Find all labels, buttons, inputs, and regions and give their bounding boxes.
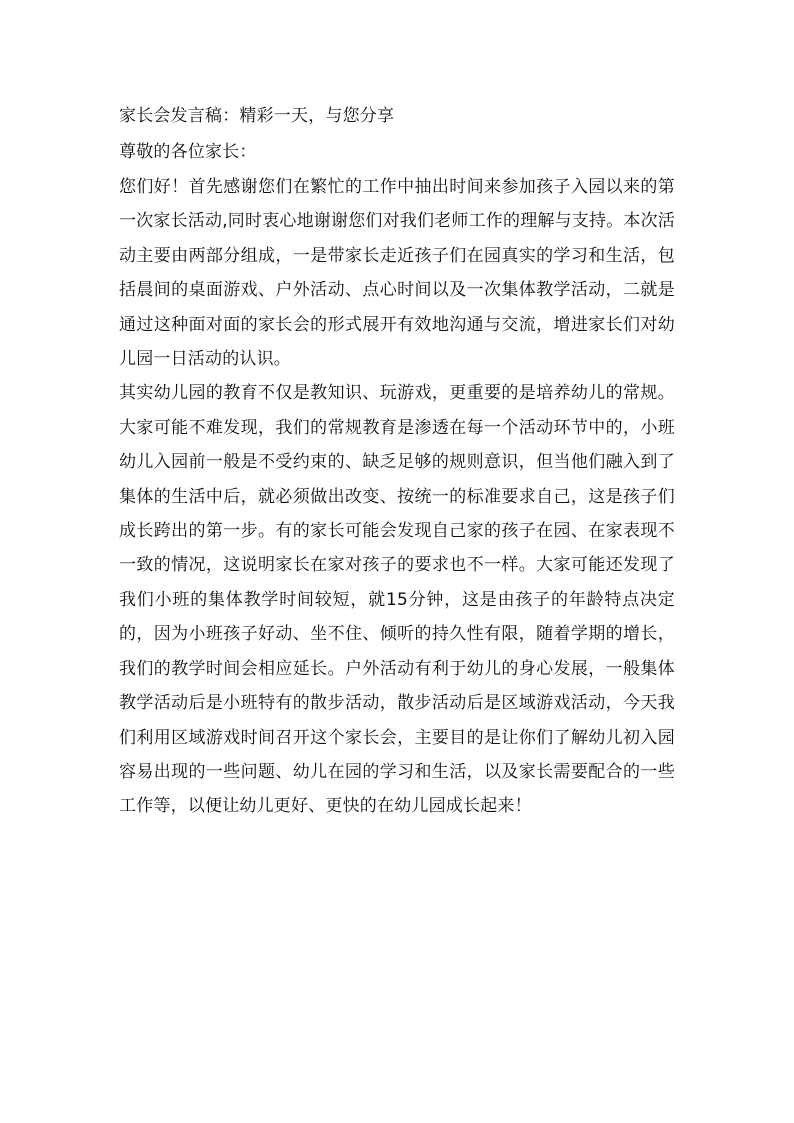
document-body	[119, 98, 675, 824]
paragraph-greeting: 您们好！首先感谢您们在繁忙的工作中抽出时间来参加孩子入园以来的第一次家长活动,同时衷心地谢谢您们对我们老师工作的理解与支持。本次活动主要由两部分组成，一是带家长走近孩子们在园真实的学习和生活，包括晨间的桌面游戏、户外活动、点心时间以及一次集体教学活动，二就是通过这种面对面的家长会的形式展开有效地沟通与交流，增进家长们对幼儿园一日活动的认识。	[119, 177, 676, 370]
salutation: 尊敬的各位家长：	[119, 142, 257, 162]
paragraph-routine-education: 其实幼儿园的教育不仅是教知识、玩游戏，更重要的是培养幼儿的常规。大家可能不难发现，我们的常规教育是渗透在每一个活动环节中的，小班幼儿入园前一般是不受约束的、缺乏足够的规则意识，但当他们融入到了集体的生活中后，就必须做出改变、按统一的标准要求自己，这是孩子们成长跨出的第一步。有的家长可能会发现自己家的孩子在园、在家表现不一致的情况，这说明家长在家对孩子的要求也不一样。大家可能还发现了我们小班的集体教学时间较短，就15分钟，这是由孩子的年龄特点决定的，因为小班孩子好动、坐不住、倾听的持久性有限，随着学期的增长，我们的教学时间会相应延长。户外活动有利于幼儿的身心发展，一般集体教学活动后是小班特有的散步活动，散步活动后是区域游戏活动，今天我们利用区域游戏时间召开这个家长会，主要目的是让你们了解幼儿初入园容易出现的一些问题、幼儿在园的学习和生活，以及家长需要配合的一些工作等，以便让幼儿更好、更快的在幼儿园成长起来！	[119, 383, 675, 817]
document-title: 家长会发言稿：精彩一天，与您分享	[119, 106, 395, 126]
